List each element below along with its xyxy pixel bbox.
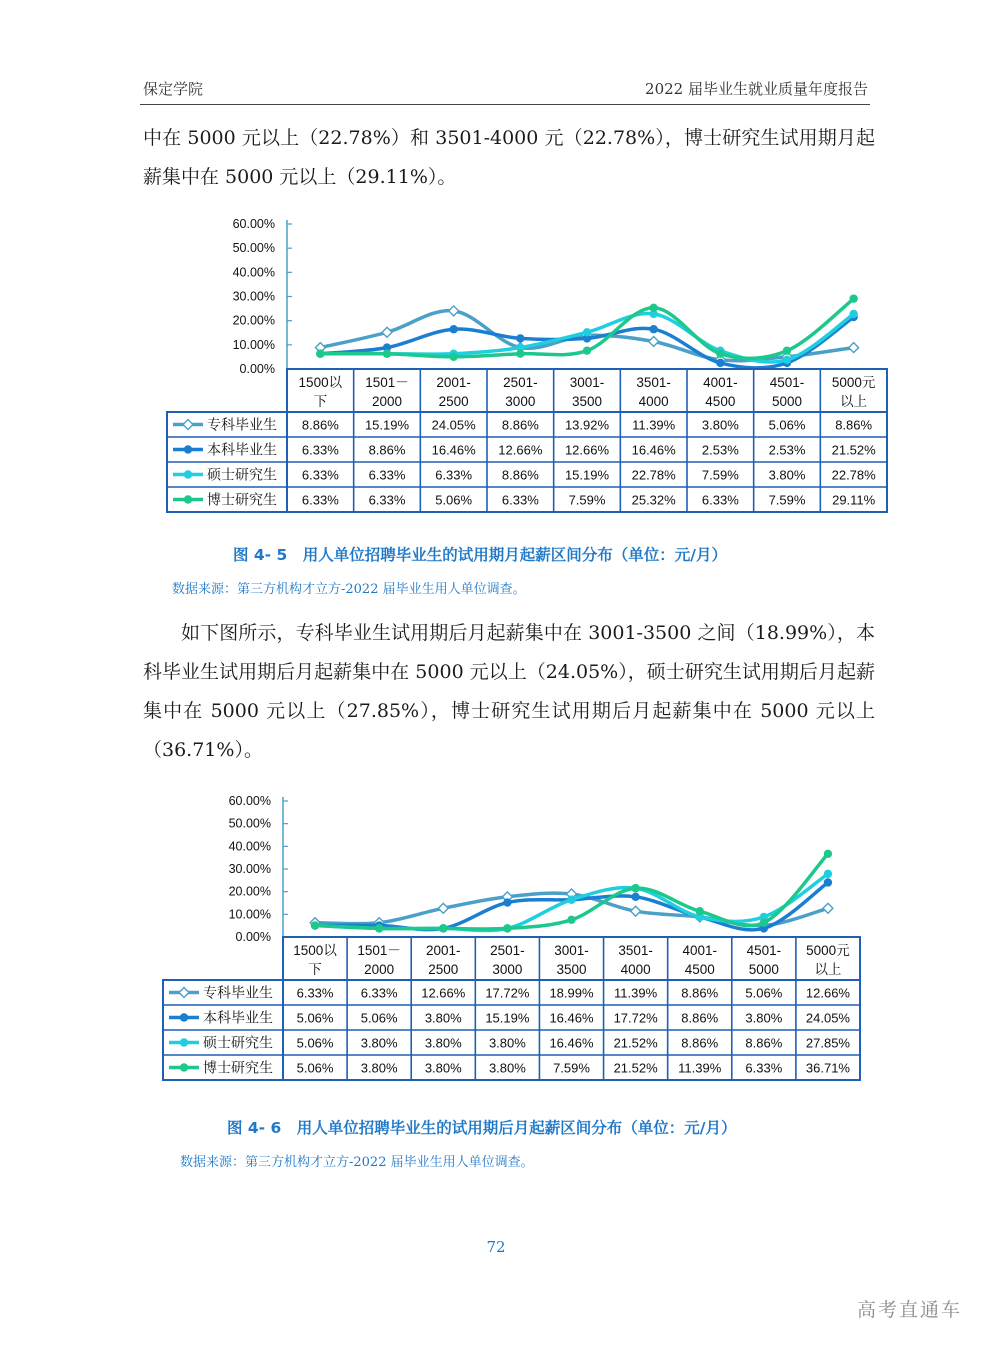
y-tick-label: 60.00% <box>232 217 275 231</box>
data-point-marker <box>824 850 832 858</box>
figure-4-6-source: 数据来源：第三方机构才立方-2022 届毕业生用人单位调查。 <box>180 1155 534 1170</box>
table-data-cell: 8.86% <box>745 1035 783 1051</box>
data-point-marker <box>438 903 448 913</box>
table-data-cell: 16.46% <box>431 442 476 458</box>
figure-4-5-caption: 图 4- 5 用人单位招聘毕业生的试用期月起薪区间分布（单位：元/月） <box>233 546 727 564</box>
table-data-cell: 8.86% <box>501 467 539 483</box>
table-data-cell: 12.66% <box>564 442 610 458</box>
table-data-cell: 17.72% <box>485 985 530 1001</box>
table-data-cell: 12.66% <box>421 985 466 1001</box>
header-rule <box>140 104 870 105</box>
data-point-marker <box>449 306 459 316</box>
legend-series-name: 本科毕业生 <box>203 1009 273 1026</box>
table-data-cell: 24.05% <box>805 1010 850 1026</box>
legend-marker-key <box>180 1013 188 1021</box>
category-label: 3001-3500 <box>569 375 605 409</box>
table-data-cell: 8.86% <box>501 417 539 433</box>
table-data-cell: 7.59% <box>553 1060 590 1076</box>
legend-marker-key <box>180 1038 188 1046</box>
table-data-cell: 3.80% <box>424 1060 462 1076</box>
watermark: 高考直通车 <box>856 1299 962 1321</box>
category-label: 5000元以上 <box>831 375 876 409</box>
data-point-marker <box>824 878 832 886</box>
chart-figure-4-6 <box>156 790 866 1086</box>
table-data-cell: 3.80% <box>488 1060 526 1076</box>
data-point-marker <box>449 325 457 333</box>
y-tick-label: 10.00% <box>228 907 271 922</box>
category-label: 1500以下 <box>293 943 337 977</box>
legend-marker-key <box>184 445 192 453</box>
category-label: 2501-3000 <box>503 375 538 409</box>
table-data-cell: 8.86% <box>835 417 873 433</box>
header-right: 2022 届毕业生就业质量年度报告 <box>645 80 868 98</box>
table-data-cell: 8.86% <box>681 985 719 1001</box>
data-point-marker <box>382 327 392 337</box>
table-data-cell: 12.66% <box>805 985 850 1001</box>
data-point-marker <box>631 906 641 916</box>
table-data-cell: 3.80% <box>745 1010 783 1026</box>
table-data-cell: 6.33% <box>368 467 406 483</box>
data-point-marker <box>760 918 768 926</box>
page-number: 72 <box>486 1238 506 1256</box>
table-data-cell: 27.85% <box>805 1035 850 1051</box>
table-data-cell: 15.19% <box>485 1010 530 1026</box>
data-point-marker <box>567 916 575 924</box>
table-data-cell: 5.06% <box>296 1035 334 1051</box>
data-point-marker <box>823 903 833 913</box>
table-data-cell: 6.33% <box>301 492 339 508</box>
paragraph-2-text: 如下图所示，专科毕业生试用期后月起薪集中在 3001-3500 之间（18.99%），本科毕业生试用期后月起薪集中在 5000 元以上（24.05%），硕士研究生试用期后月起薪集中在 5000 元以上（27.85%），博士研究生试用期后月起薪集中在 5000 元以上（36.71%）。 <box>143 622 875 761</box>
table-data-cell: 16.46% <box>549 1035 594 1051</box>
category-label: 5000元以上 <box>806 943 850 977</box>
table-data-cell: 6.33% <box>360 985 398 1001</box>
data-point-marker <box>649 325 657 333</box>
legend-series-name: 博士研究生 <box>207 491 277 508</box>
table-data-cell: 5.06% <box>296 1010 334 1026</box>
data-point-marker <box>824 870 832 878</box>
y-tick-label: 0.00% <box>235 930 271 944</box>
category-label: 3501-4000 <box>618 943 653 977</box>
table-data-cell: 6.33% <box>301 442 339 458</box>
table-data-cell: 3.80% <box>424 1010 462 1026</box>
figure-4-6-caption: 图 4- 6 用人单位招聘毕业生的试用期后月起薪区间分布（单位：元/月） <box>227 1119 737 1137</box>
y-tick-label: 30.00% <box>228 862 271 876</box>
category-label: 2501-3000 <box>490 943 525 977</box>
data-point-marker <box>503 898 511 906</box>
table-data-cell: 2.53% <box>701 442 739 458</box>
header-left: 保定学院 <box>143 80 204 98</box>
data-point-marker <box>583 346 591 354</box>
legend-marker-key <box>179 988 189 998</box>
table-data-cell: 5.06% <box>768 417 806 433</box>
table-data-cell: 5.06% <box>360 1010 398 1026</box>
table-data-cell: 6.33% <box>501 492 539 508</box>
table-data-cell: 36.71% <box>805 1060 850 1076</box>
y-tick-label: 40.00% <box>232 265 275 280</box>
legend-series-name: 博士研究生 <box>203 1059 273 1076</box>
data-point-marker <box>516 350 524 358</box>
category-label: 1501－ 2000 <box>365 375 409 409</box>
data-point-marker <box>649 304 657 312</box>
data-point-marker <box>649 337 659 347</box>
table-data-cell: 6.33% <box>301 467 339 483</box>
table-data-cell: 2.53% <box>768 442 806 458</box>
table-data-cell: 6.33% <box>435 467 473 483</box>
data-point-marker <box>783 356 791 364</box>
data-point-marker <box>631 893 639 901</box>
category-label: 1501－ 2000 <box>357 943 401 977</box>
data-point-marker <box>567 895 575 903</box>
legend-series-name: 专科毕业生 <box>203 984 273 1001</box>
data-point-marker <box>583 328 591 336</box>
data-point-marker <box>783 346 791 354</box>
paragraph-1-text: 中在 5000 元以上（22.78%）和 3501-4000 元（22.78%），博士研究生试用期月起薪集中在 5000 元以上（29.11%）。 <box>143 127 875 188</box>
y-tick-label: 0.00% <box>239 362 275 376</box>
table-data-cell: 3.80% <box>360 1035 398 1051</box>
data-point-marker <box>316 350 324 358</box>
table-data-cell: 16.46% <box>631 442 676 458</box>
y-tick-label: 20.00% <box>228 884 271 899</box>
y-tick-label: 20.00% <box>232 313 275 328</box>
legend-marker-key <box>184 495 192 503</box>
table-data-cell: 3.80% <box>701 417 739 433</box>
legend-series-name: 硕士研究生 <box>203 1034 273 1051</box>
table-data-cell: 22.78% <box>831 467 876 483</box>
data-point-marker <box>631 884 639 892</box>
table-data-cell: 13.92% <box>564 417 610 433</box>
y-tick-label: 60.00% <box>228 794 271 808</box>
data-point-marker <box>503 924 511 932</box>
y-tick-label: 40.00% <box>228 839 271 854</box>
y-tick-label: 50.00% <box>228 816 271 831</box>
table-data-cell: 6.33% <box>701 492 739 508</box>
table-data-cell: 24.05% <box>431 417 476 433</box>
data-point-marker <box>311 921 319 929</box>
category-label: 4001-4500 <box>703 375 738 409</box>
category-label: 3501-4000 <box>636 375 671 409</box>
data-point-marker <box>375 924 383 932</box>
table-data-cell: 3.80% <box>424 1035 462 1051</box>
data-point-marker <box>439 924 447 932</box>
category-label: 3001-3500 <box>554 943 589 977</box>
category-label: 4001-4500 <box>682 943 717 977</box>
table-data-cell: 6.33% <box>368 492 406 508</box>
y-tick-label: 10.00% <box>232 337 275 352</box>
y-tick-label: 30.00% <box>232 289 275 304</box>
chart-svg <box>160 212 895 518</box>
legend-series-name: 硕士研究生 <box>207 466 277 483</box>
category-label: 4501-5000 <box>769 375 805 409</box>
table-data-cell: 5.06% <box>745 985 783 1001</box>
table-data-cell: 8.86% <box>681 1035 719 1051</box>
data-point-marker <box>849 294 857 302</box>
table-data-cell: 15.19% <box>364 417 410 433</box>
table-data-cell: 22.78% <box>631 467 676 483</box>
figure-4-5-source: 数据来源：第三方机构才立方-2022 届毕业生用人单位调查。 <box>172 582 526 597</box>
table-data-cell: 11.39% <box>632 417 676 433</box>
table-data-cell: 7.59% <box>701 467 739 483</box>
table-data-cell: 16.46% <box>549 1010 594 1026</box>
paragraph-1 <box>143 119 875 197</box>
data-point-marker <box>849 310 857 318</box>
category-label: 2001-2500 <box>426 943 461 977</box>
table-data-cell: 15.19% <box>564 467 610 483</box>
table-data-cell: 12.66% <box>498 442 543 458</box>
table-data-cell: 25.32% <box>631 492 676 508</box>
data-point-marker <box>716 359 724 367</box>
table-data-cell: 18.99% <box>549 985 594 1001</box>
data-point-marker <box>383 350 391 358</box>
category-label: 4501-5000 <box>746 943 782 977</box>
table-data-cell: 5.06% <box>296 1060 334 1076</box>
data-point-marker <box>516 334 524 342</box>
table-data-cell: 7.59% <box>768 492 806 508</box>
legend-series-name: 专科毕业生 <box>207 416 277 433</box>
category-label: 2001-2500 <box>436 375 471 409</box>
data-point-marker <box>716 350 724 358</box>
chart-figure-4-5 <box>160 212 895 518</box>
table-data-cell: 8.86% <box>368 442 406 458</box>
table-data-cell: 8.86% <box>681 1010 719 1026</box>
table-data-cell: 21.52% <box>831 442 876 458</box>
legend-series-name: 本科毕业生 <box>207 441 277 458</box>
table-data-cell: 3.80% <box>360 1060 398 1076</box>
table-data-cell: 17.72% <box>613 1010 658 1026</box>
table-data-cell: 6.33% <box>745 1060 783 1076</box>
data-point-marker <box>449 353 457 361</box>
table-data-cell: 7.59% <box>568 492 606 508</box>
data-point-marker <box>696 907 704 915</box>
legend-marker-key <box>184 470 192 478</box>
table-data-cell: 3.80% <box>768 467 806 483</box>
category-label: 1500以下 <box>298 375 343 409</box>
y-tick-label: 50.00% <box>232 241 275 256</box>
table-data-cell: 3.80% <box>488 1035 526 1051</box>
table-data-cell: 29.11% <box>832 492 876 508</box>
legend-marker-key <box>183 420 193 430</box>
table-data-cell: 11.39% <box>678 1060 722 1076</box>
table-data-cell: 11.39% <box>614 985 658 1001</box>
table-data-cell: 8.86% <box>301 417 339 433</box>
table-data-cell: 6.33% <box>296 985 334 1001</box>
legend-marker-key <box>180 1063 188 1071</box>
table-data-cell: 21.52% <box>613 1035 658 1051</box>
data-point-marker <box>849 343 859 353</box>
table-data-cell: 21.52% <box>613 1060 658 1076</box>
table-data-cell: 5.06% <box>435 492 473 508</box>
chart-svg <box>156 790 866 1086</box>
paragraph-2 <box>143 614 875 770</box>
